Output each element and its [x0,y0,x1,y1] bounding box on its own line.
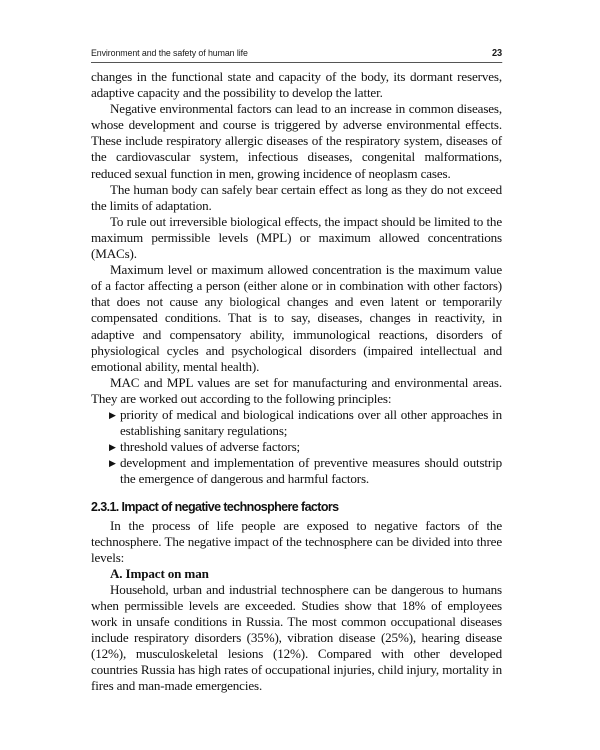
list-item-text: priority of medical and biological indications over all other approaches in establishing sanitary regulations; [120,406,502,439]
triangle-bullet-icon: ▶ [109,442,116,453]
paragraph: Household, urban and industrial technosphere can be dangerous to humans when permissible levels are exceeded. Studies show that 18% of employees work in unsafe conditions in Russia. The most common occupational diseases include respiratory disorders (35%), vibration disease (25%), hearing disease (12%), musculoskeletal lesions (12%). Compared with other developed countries Russia has high rates of occupational injuries, child injury, mortality in fires and man-made emergencies. [91,581,502,694]
page-number: 23 [491,48,503,59]
subsection-heading: A. Impact on man [110,565,209,581]
list-item-text: threshold values of adverse factors; [120,439,301,455]
paragraph: To rule out irreversible biological effects, the impact should be limited to the maximum permissible levels (MPL) or maximum allowed concentrations (MACs). [91,213,502,262]
list-item [110,439,502,455]
paragraph: In the process of life people are exposed to negative factors of the technosphere. The negative impact of the technosphere can be divided into three levels: [91,517,502,565]
body-text [91,69,502,695]
paragraph: Negative environmental factors can lead to an increase in common diseases, whose development and course is triggered by adverse environmental effects. These include respiratory allergic diseases of the respiratory system, diseases of the cardiovascular system, infectious diseases, congenital malformations, reduced sexual function in men, growing incidence of neoplasm cases. [91,101,502,181]
principles-list [91,407,502,487]
document-page [91,48,502,695]
paragraph: Maximum level or maximum allowed concentration is the maximum value of a factor affecting a person (either alone or in combination with other factors) that does not cause any biological changes and even latent or temporarily compensated conditions. That is to say, diseases, changes in reactivity, in adaptive and compensatory ability, immunological reactions, disorders of physiological cycles and psychological disorders (impaired intellectual and emotional ability, mental health). [91,262,502,374]
list-item-text: development and implementation of preventive measures should outstrip the emergence of dangerous and harmful factors. [120,455,502,487]
paragraph: MAC and MPL values are set for manufacturing and environmental areas. They are worked out according to the following principles: [91,374,502,406]
paragraph: changes in the functional state and capacity of the body, its dormant reserves, adaptive capacity and the possibility to develop the latter. [91,69,502,101]
running-title: Environment and the safety of human life [91,48,248,59]
paragraph: The human body can safely bear certain effect as long as they do not exceed the limits of adaptation. [91,181,502,213]
list-item [110,455,502,487]
triangle-bullet-icon: ▶ [109,458,116,469]
section-heading: 2.3.1. Impact of negative technosphere factors [91,500,339,515]
running-header [91,48,502,63]
triangle-bullet-icon: ▶ [109,409,116,420]
list-item [110,407,502,439]
